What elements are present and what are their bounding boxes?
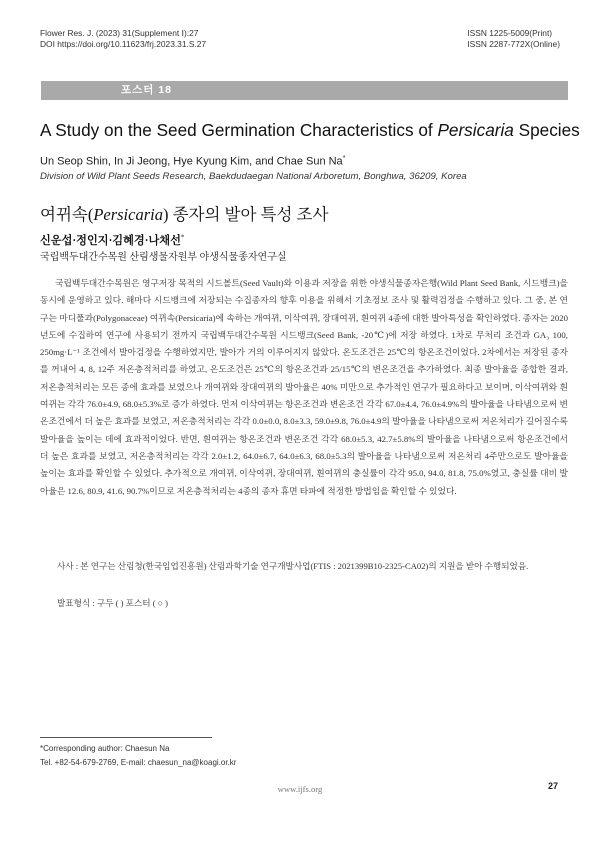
english-affiliation: Division of Wild Plant Seeds Research, Baekdudaegan National Arboretum, Bonghwa, 36209, Korea	[40, 171, 467, 182]
page-number: 27	[547, 781, 558, 791]
acknowledgement: 사사 : 본 연구는 산림청(한국임업진흥원) 산림과학기술 연구개발사업(FTIS : 2021399B10-2325-CA02)의 지원을 받아 수행되었음.	[57, 561, 529, 571]
korean-title	[40, 201, 328, 225]
english-title-genus: Persicaria	[437, 120, 514, 140]
korean-title-part1: 여뀌속(	[40, 205, 94, 224]
issn-print: ISSN 1225-5009(Print)	[467, 28, 553, 38]
doi-line: DOI https://doi.org/10.11623/frj.2023.31.S.27	[40, 39, 207, 49]
issn-online: ISSN 2287-772X(Online)	[467, 39, 560, 49]
poster-label: 포스터 18	[120, 84, 173, 96]
korean-corresponding-mark: *	[180, 233, 185, 242]
english-authors	[40, 155, 345, 168]
english-title-part1: A Study on the Seed Germination Characteristics of	[40, 120, 438, 140]
footnote-divider	[40, 737, 212, 738]
contact-info: Tel. +82-54-679-2769, E-mail: chaesun_na@koagi.or.kr	[40, 758, 237, 767]
english-title	[40, 120, 580, 141]
journal-header-right	[467, 28, 560, 50]
journal-citation: Flower Res. J. (2023) 31(Supplement Ⅰ):27	[40, 28, 199, 38]
korean-title-part2: ) 종자의 발아 특성 조사	[162, 205, 329, 224]
korean-affiliation: 국립백두대간수목원 산림생물자원부 야생식물종자연구실	[40, 252, 287, 263]
journal-website: www.ijfs.org	[277, 784, 323, 794]
corresponding-author: *Corresponding author: Chaesun Na	[40, 744, 170, 753]
korean-author-names: 신운섭·정인지·김혜경·나채선	[40, 235, 181, 247]
english-author-names: Un Seop Shin, In Ji Jeong, Hye Kyung Kim, and Chae Sun Na	[40, 155, 343, 168]
poster-bar	[41, 81, 568, 100]
korean-title-genus: Persicaria	[93, 205, 163, 224]
corresponding-mark: *	[342, 155, 346, 162]
english-title-part2: Species	[513, 120, 580, 140]
abstract-body: 국립백두대간수목원은 영구저장 목적의 시드볼트(Seed Vault)와 이용과 저장을 위한 야생식물종자은행(Wild Plant Seed Bank, 시드뱅크)을 동시에 운영하고 있다. 해마다 시드뱅크에 저장되는 수집종자의 향후 이용을 위해서 기초정보 조사 및 활력검정을 수행하고 있다. 그 중, 본 연구는 마디풀과(Polygonaceae) 여뀌속(Persicaria)에 속하는 개여뀌, 이삭여뀌, 장대여뀌, 흰여뀌 4종에 대한 발아특성을 확인하였다. 종자는 2020년도에 수집하여 연구에 사용되기 전까지 국립백두대간수목원 시드뱅크(Seed Bank, -20℃)에 저장 하였다. 1차로 무처리 조건과 GA₃ 100, 250mg·L⁻¹ 조건에서 발아검정을 수행하였지만, 발아가 거의 이루어지지 않았다. 온도조건은 25℃의 항온조건이었다. 2차에서는 저장된 종자를 꺼내어 4, 8, 12주 저온층적처리를 하였고, 온도조건은 25℃의 항온조건과 25/15℃의 변온조건을 추가하였다. 최종 발아율을 종합한 결과, 저온층적처리는 모든 종에 효과를 보였으나 개여뀌와 장대여뀌의 발아율은 40% 미만으로 추가적인 연구가 필요하다고 보이며, 이삭여뀌와 흰여뀌는 각각 76.0±4.9, 68.0±5.3%로 증가 하였다. 먼저 이삭여뀌는 항온조건과 변온조건 각각 67.0±4.4, 76.0±4.9%의 발아율을 나타냄으로써 변온조건에서 더 높은 효과를 보였고, 저온층적처리는 각각 0.0±0.0, 8.0±3.3, 59.0±9.8, 76.0±4.9의 발아율을 나타냄으로써 저온처리가 길어질수록 발아율을 높이는 데에 효과적이었다. 반면, 흰여뀌는 항온조건과 변온조건 각각 68.0±5.3, 42.7±5.8%의 발아율을 나타냄으로써 항온조건에서 더 높은 효과를 보였고, 저온층적처리는 각각 2.0±1.2, 64.0±6.7, 64.0±6.3, 68.0±5.3의 발아율을 나타냄으로써 저온처리 4주만으로도 발아율을 높이는 효과를 확인할 수 있었다. 추가적으로 개여뀌, 이삭여뀌, 장대여뀌, 흰여뀌의 충실률이 각각 95.0, 94.0, 81.8, 75.0%였고, 충실률 대비 발아율은 12.6, 80.9, 41.6, 90.7%이므로 저온층적처리는 4종의 종자 휴면 타파에 적정한 방법임을 확인할 수 있었다.	[40, 278, 568, 496]
presentation-format: 발표형식 : 구두 ( ) 포스터 ( ○ )	[57, 598, 168, 608]
footnote	[40, 742, 236, 770]
journal-header-left	[40, 28, 206, 50]
korean-authors	[40, 232, 184, 248]
